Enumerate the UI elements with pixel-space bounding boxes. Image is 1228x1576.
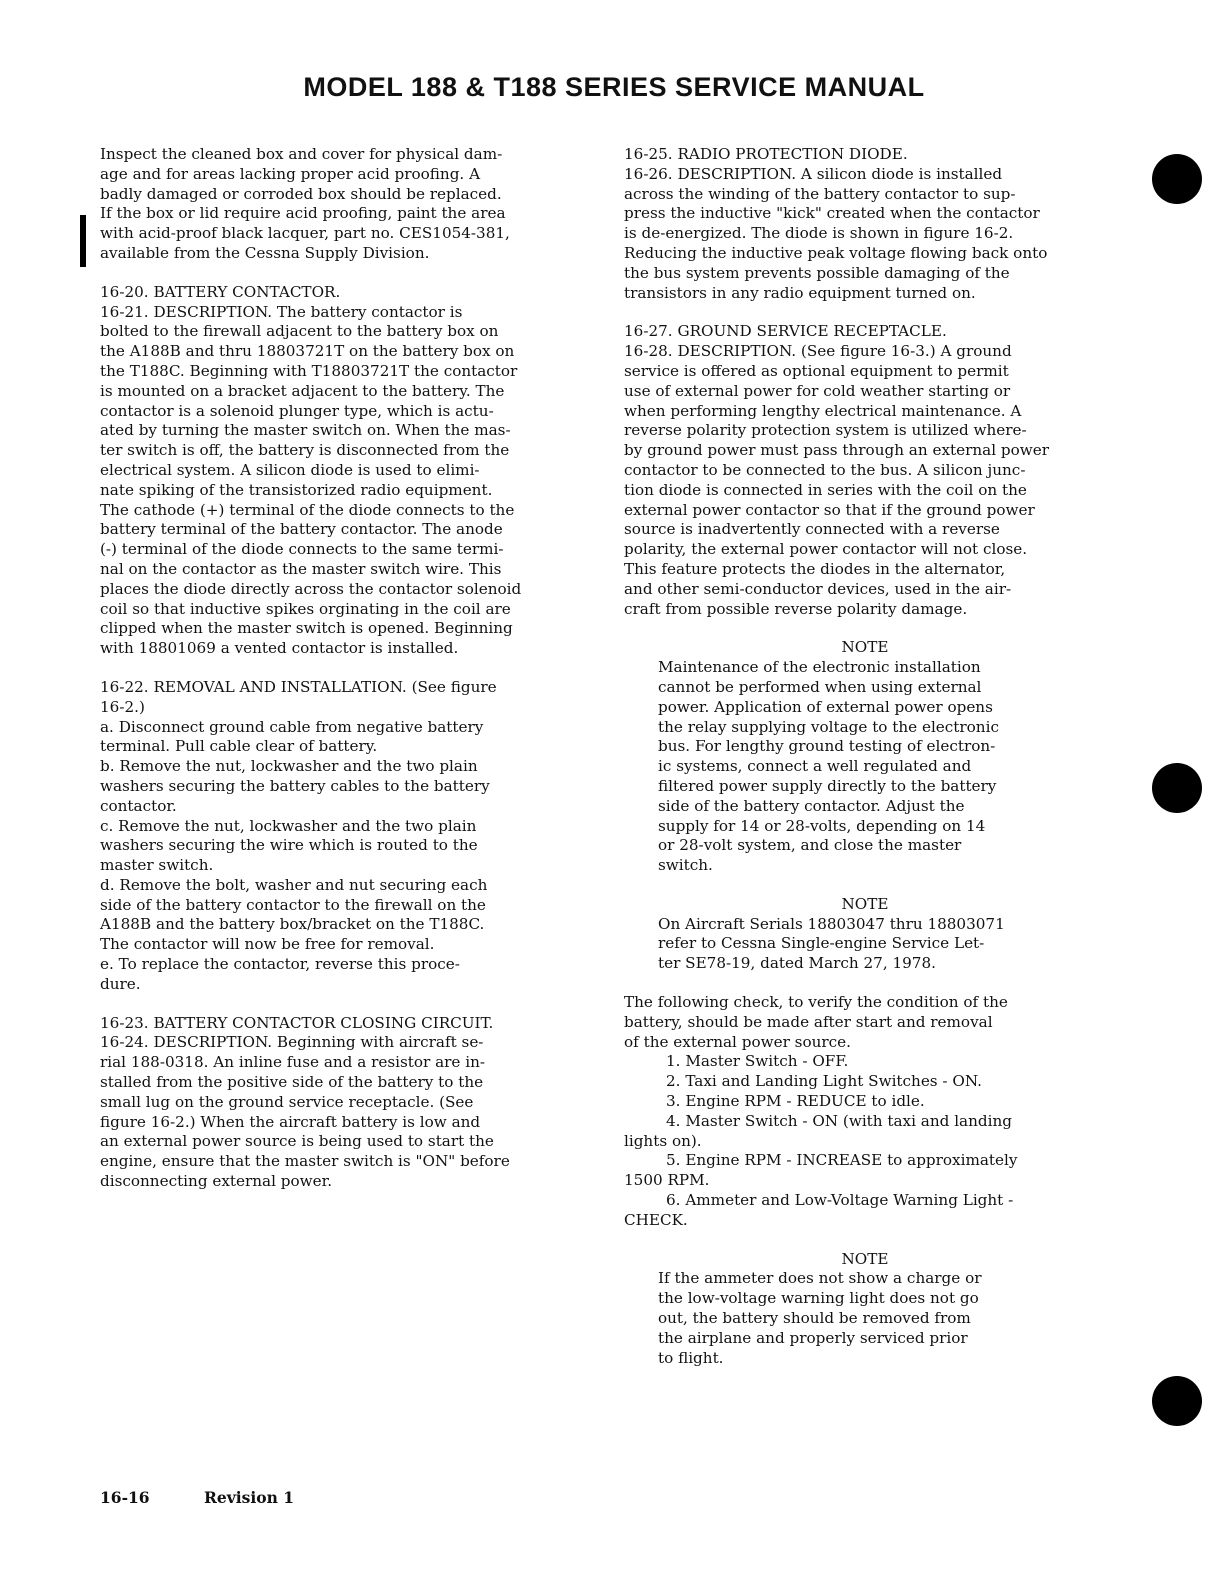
text-line: external power contactor so that if the ground power [624, 500, 1035, 519]
text-line: Maintenance of the electronic installation [658, 658, 981, 677]
text-line: service is offered as optional equipment to permit [624, 361, 1009, 380]
text-line: contactor. [100, 796, 177, 815]
right-column [624, 145, 1106, 1387]
note-heading: NOTE [841, 1249, 889, 1268]
text-line: or 28-volt system, and close the master [658, 836, 962, 855]
text-line: The contactor will now be free for removal. [100, 935, 435, 954]
check-step: 5. Engine RPM - INCREASE to approximately [666, 1151, 1018, 1170]
check-step: 3. Engine RPM - REDUCE to idle. [666, 1092, 925, 1111]
check-step: 6. Ammeter and Low-Voltage Warning Light - [666, 1191, 1014, 1210]
text-line: refer to Cessna Single-engine Service Let- [658, 934, 985, 953]
list-step: b. Remove the nut, lockwasher and the two plain [100, 757, 478, 776]
text-line: the T188C. Beginning with T18803721T the contactor [100, 361, 518, 380]
section-16-26-paragraph [624, 165, 1106, 304]
section-16-24-paragraph [100, 1033, 590, 1191]
text-line: The following check, to verify the condition of the [624, 993, 1008, 1012]
text-line: On Aircraft Serials 18803047 thru 18803071 [658, 914, 1005, 933]
text-line: stalled from the positive side of the battery to the [100, 1073, 484, 1092]
text-line: across the winding of the battery contactor to sup- [624, 184, 1016, 203]
text-line: bolted to the firewall adjacent to the battery box on [100, 322, 499, 341]
text-line: 16-26. DESCRIPTION. A silicon diode is installed [624, 164, 1003, 183]
revision-bar [80, 215, 86, 267]
text-line: master switch. [100, 856, 214, 875]
list-step: a. Disconnect ground cable from negative battery [100, 717, 484, 736]
list-step: e. To replace the contactor, reverse this proce- [100, 955, 460, 974]
text-line: Inspect the cleaned box and cover for physical dam- [100, 145, 503, 163]
check-step: 2. Taxi and Landing Light Switches - ON. [666, 1072, 982, 1091]
text-line: places the diode directly across the contactor solenoid [100, 579, 522, 598]
text-line: the bus system prevents possible damaging of the [624, 263, 1010, 282]
text-line: to flight. [658, 1348, 724, 1367]
text-line: A188B and the battery box/bracket on the T188C. [100, 915, 485, 934]
text-line: bus. For lengthy ground testing of electron- [658, 737, 996, 756]
section-16-28-paragraph [624, 342, 1106, 619]
text-line: when performing lengthy electrical maintenance. A [624, 401, 1022, 420]
binder-hole-dot [1152, 763, 1202, 813]
text-line: an external power source is being used to start the [100, 1132, 494, 1151]
text-line: disconnecting external power. [100, 1172, 333, 1191]
text-line: 16-24. DESCRIPTION. Beginning with aircraft se- [100, 1033, 484, 1052]
text-line: side of the battery contactor to the firewall on the [100, 895, 486, 914]
section-heading-16-25: 16-25. RADIO PROTECTION DIODE. [624, 145, 908, 163]
text-line: is mounted on a bracket adjacent to the battery. The [100, 381, 505, 400]
revision-label: Revision 1 [204, 1488, 295, 1507]
check-step-continuation: lights on). [624, 1131, 702, 1150]
list-step: d. Remove the bolt, washer and nut securing each [100, 875, 488, 894]
text-line: battery, should be made after start and removal [624, 1012, 993, 1031]
text-line: If the ammeter does not show a charge or [658, 1269, 982, 1288]
text-line: The cathode (+) terminal of the diode connects to the [100, 500, 515, 519]
text-line: press the inductive "kick" created when the contactor [624, 204, 1040, 223]
text-line: ic systems, connect a well regulated and [658, 757, 972, 776]
text-line: with 18801069 a vented contactor is installed. [100, 639, 459, 658]
text-line: 16-2.) [100, 697, 145, 716]
battery-check-procedure [624, 993, 1106, 1231]
text-line: available from the Cessna Supply Division. [100, 243, 430, 262]
text-line: ter switch is off, the battery is disconnected from the [100, 441, 510, 460]
text-line: of the external power source. [624, 1032, 851, 1051]
text-line: coil so that inductive spikes orginating in the coil are [100, 599, 511, 618]
binder-hole-dot [1152, 154, 1202, 204]
text-line: ated by turning the master switch on. When the mas- [100, 421, 511, 440]
text-line: ter SE78-19, dated March 27, 1978. [658, 954, 936, 973]
text-line: nate spiking of the transistorized radio equipment. [100, 480, 493, 499]
text-line: 16-28. DESCRIPTION. (See figure 16-3.) A ground [624, 342, 1012, 361]
text-line: terminal. Pull cable clear of battery. [100, 737, 378, 756]
left-column [100, 145, 590, 1211]
text-line: polarity, the external power contactor will not close. [624, 540, 1028, 559]
text-line: badly damaged or corroded box should be replaced. [100, 184, 502, 203]
text-line: battery terminal of the battery contactor. The anode [100, 520, 503, 539]
text-line: by ground power must pass through an external power [624, 441, 1050, 460]
text-line: transistors in any radio equipment turned on. [624, 283, 976, 302]
text-line: 16-22. REMOVAL AND INSTALLATION. (See figure [100, 677, 497, 696]
text-line: 16-21. DESCRIPTION. The battery contactor is [100, 302, 463, 321]
section-heading-16-27: 16-27. GROUND SERVICE RECEPTACLE. [624, 322, 947, 341]
text-line: the relay supplying voltage to the electronic [658, 717, 999, 736]
text-line: side of the battery contactor. Adjust the [658, 796, 965, 815]
note-ammeter [624, 1269, 1106, 1368]
section-16-21-paragraph [100, 303, 590, 659]
text-line: washers securing the wire which is routed to the [100, 836, 478, 855]
text-line: out, the battery should be removed from [658, 1309, 971, 1328]
note-maintenance [624, 658, 1106, 876]
text-line: washers securing the battery cables to the battery [100, 776, 490, 795]
section-heading-16-23: 16-23. BATTERY CONTACTOR CLOSING CIRCUIT. [100, 1013, 494, 1032]
text-line: figure 16-2.) When the aircraft battery is low and [100, 1112, 481, 1131]
text-line: This feature protects the diodes in the alternator, [624, 559, 1006, 578]
note-serials [624, 915, 1106, 974]
text-line: with acid-proof black lacquer, part no. CES1054-381, [100, 224, 510, 243]
check-step-continuation: 1500 RPM. [624, 1171, 710, 1190]
page-title: MODEL 188 & T188 SERIES SERVICE MANUAL [303, 72, 925, 102]
text-line: switch. [658, 856, 713, 875]
text-line: electrical system. A silicon diode is used to elimi- [100, 460, 480, 479]
text-line: (-) terminal of the diode connects to the same termi- [100, 540, 504, 559]
text-line: craft from possible reverse polarity damage. [624, 599, 968, 618]
check-step: 4. Master Switch - ON (with taxi and landing [666, 1111, 1012, 1130]
text-line: Reducing the inductive peak voltage flowing back onto [624, 243, 1048, 262]
text-line: source is inadvertently connected with a reverse [624, 520, 1000, 539]
text-line: power. Application of external power opens [658, 697, 993, 716]
text-line: the A188B and thru 18803721T on the battery box on [100, 342, 515, 361]
text-line: engine, ensure that the master switch is "ON" before [100, 1152, 510, 1171]
note-heading: NOTE [841, 894, 889, 913]
text-line: nal on the contactor as the master switch wire. This [100, 559, 502, 578]
text-line: and other semi-conductor devices, used in the air- [624, 579, 1012, 598]
text-line: small lug on the ground service receptacle. (See [100, 1092, 474, 1111]
text-line: cannot be performed when using external [658, 677, 982, 696]
text-line: filtered power supply directly to the battery [658, 776, 997, 795]
text-line: is de-energized. The diode is shown in figure 16-2. [624, 224, 1014, 243]
intro-paragraph [100, 145, 590, 264]
section-16-22-paragraph [100, 678, 590, 995]
list-step: c. Remove the nut, lockwasher and the two plain [100, 816, 477, 835]
page-number: 16-16 [100, 1488, 150, 1507]
text-line: contactor is a solenoid plunger type, which is actu- [100, 401, 494, 420]
text-line: If the box or lid require acid proofing, paint the area [100, 204, 506, 223]
text-line: rial 188-0318. An inline fuse and a resistor are in- [100, 1053, 486, 1072]
section-heading-16-20: 16-20. BATTERY CONTACTOR. [100, 282, 341, 301]
text-line: the low-voltage warning light does not go [658, 1289, 979, 1308]
text-line: reverse polarity protection system is utilized where- [624, 421, 1027, 440]
text-line: contactor to be connected to the bus. A silicon junc- [624, 460, 1026, 479]
text-line: supply for 14 or 28-volts, depending on 14 [658, 816, 986, 835]
binder-hole-dot [1152, 1376, 1202, 1426]
check-step-continuation: CHECK. [624, 1210, 688, 1229]
text-line: use of external power for cold weather starting or [624, 381, 1011, 400]
text-line: age and for areas lacking proper acid proofing. A [100, 164, 481, 183]
note-heading: NOTE [841, 638, 889, 657]
text-line: clipped when the master switch is opened. Beginning [100, 619, 513, 638]
text-line: dure. [100, 974, 141, 993]
text-line: the airplane and properly serviced prior [658, 1328, 968, 1347]
check-step: 1. Master Switch - OFF. [666, 1052, 849, 1071]
text-line: tion diode is connected in series with the coil on the [624, 480, 1027, 499]
